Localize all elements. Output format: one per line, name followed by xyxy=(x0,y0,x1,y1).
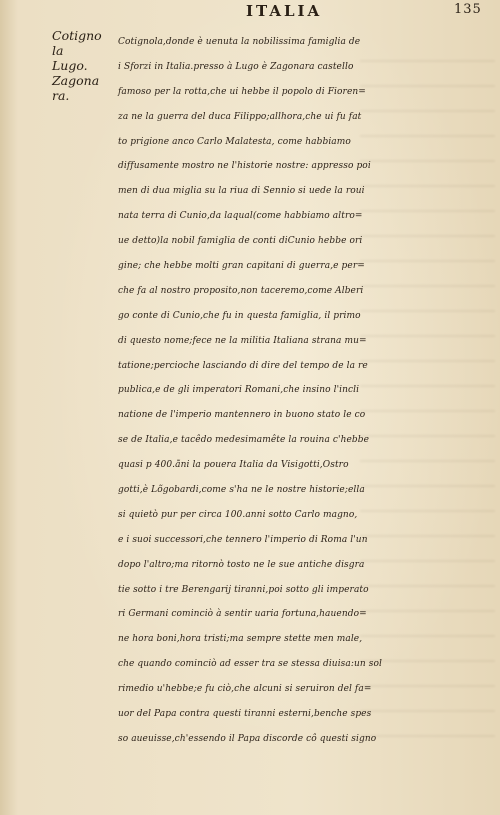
text-line: publica,e de gli imperatori Romani,che insino l'incli xyxy=(118,385,360,396)
text-line: che fa al nostro proposito,non taceremo,come Alberi xyxy=(118,285,364,296)
text-line: ri Germani cominciò à sentir uaria fortuna,hauendo= xyxy=(118,609,367,620)
text-line: se de Italia,e tacêdo medesimamête la rouina c'hebbe xyxy=(118,435,370,446)
text-line: to prigione anco Carlo Malatesta, come habbiamo xyxy=(118,136,351,147)
margin-note: la xyxy=(52,43,64,58)
text-line: gotti,è Lõgobardi,come s'ha ne le nostre historie;ella xyxy=(118,485,365,496)
text-line: diffusamente mostro ne l'historie nostre: appresso poi xyxy=(118,161,371,172)
running-head: ITALIA xyxy=(246,2,323,20)
text-line: quasi p 400.ãni la pouera Italia da Visigotti,Ostro xyxy=(118,460,349,471)
text-line: men di dua miglia su la riua di Sennio si uede la roui xyxy=(118,186,365,197)
text-line: tie sotto i tre Berengarij tiranni,poi sotto gli imperato xyxy=(118,584,369,595)
text-line: ne hora boni,hora tristi;ma sempre stette men male, xyxy=(118,634,363,645)
page-number: 135 xyxy=(454,2,482,17)
text-line: natione de l'imperio mantennero in buono stato le co xyxy=(118,410,366,421)
body-text xyxy=(118,30,498,752)
text-line: Cotignola,donde è uenuta la nobilissima famiglia de xyxy=(118,37,361,47)
text-line: rimedio u'hebbe;e fu ciò,che alcuni si seruiron del fa= xyxy=(118,684,372,695)
text-line: uor del Papa contra questi tiranni esterni,benche spes xyxy=(118,709,372,720)
text-line: i Sforzi in Italia.presso à Lugo è Zagonara castello xyxy=(118,61,354,72)
text-line: nata terra di Cunio,da laqual(come habbiamo altro= xyxy=(118,211,363,222)
margin-note: Lugo. xyxy=(52,58,88,73)
text-line: tatione;percioche lasciando di dire del tempo de la re xyxy=(118,360,368,371)
text-line: famoso per la rotta,che ui hebbe il popolo di Fioren= xyxy=(118,86,366,97)
margin-note: ra. xyxy=(52,88,70,103)
text-line: go conte di Cunio,che fu in questa famiglia, il primo xyxy=(118,310,361,321)
margin-note: Cotigno xyxy=(52,28,102,43)
text-line: che quando cominciò ad esser tra se stessa diuisa:un sol xyxy=(118,659,382,670)
text-line: so aueuisse,ch'essendo il Papa discorde cô questi signo xyxy=(118,733,377,744)
text-line: si quietò pur per circa 100.anni sotto Carlo magno, xyxy=(118,509,358,520)
text-line: gine; che hebbe molti gran capitani di guerra,e per= xyxy=(118,261,365,272)
text-line: dopo l'altro;ma ritornò tosto ne le sue antiche disgra xyxy=(118,559,365,570)
text-line: ue detto)la nobil famiglia de conti diCunio hebbe ori xyxy=(118,236,363,247)
text-line: za ne la guerra del duca Filippo;allhora,che ui fu fat xyxy=(118,111,362,122)
margin-note: Zagona xyxy=(52,73,100,88)
margin-notes xyxy=(52,28,116,103)
text-line: di questo nome;fece ne la militia Italiana strana mu= xyxy=(118,335,367,346)
text-line: e i suoi successori,che tennero l'imperio di Roma l'un xyxy=(118,534,368,545)
